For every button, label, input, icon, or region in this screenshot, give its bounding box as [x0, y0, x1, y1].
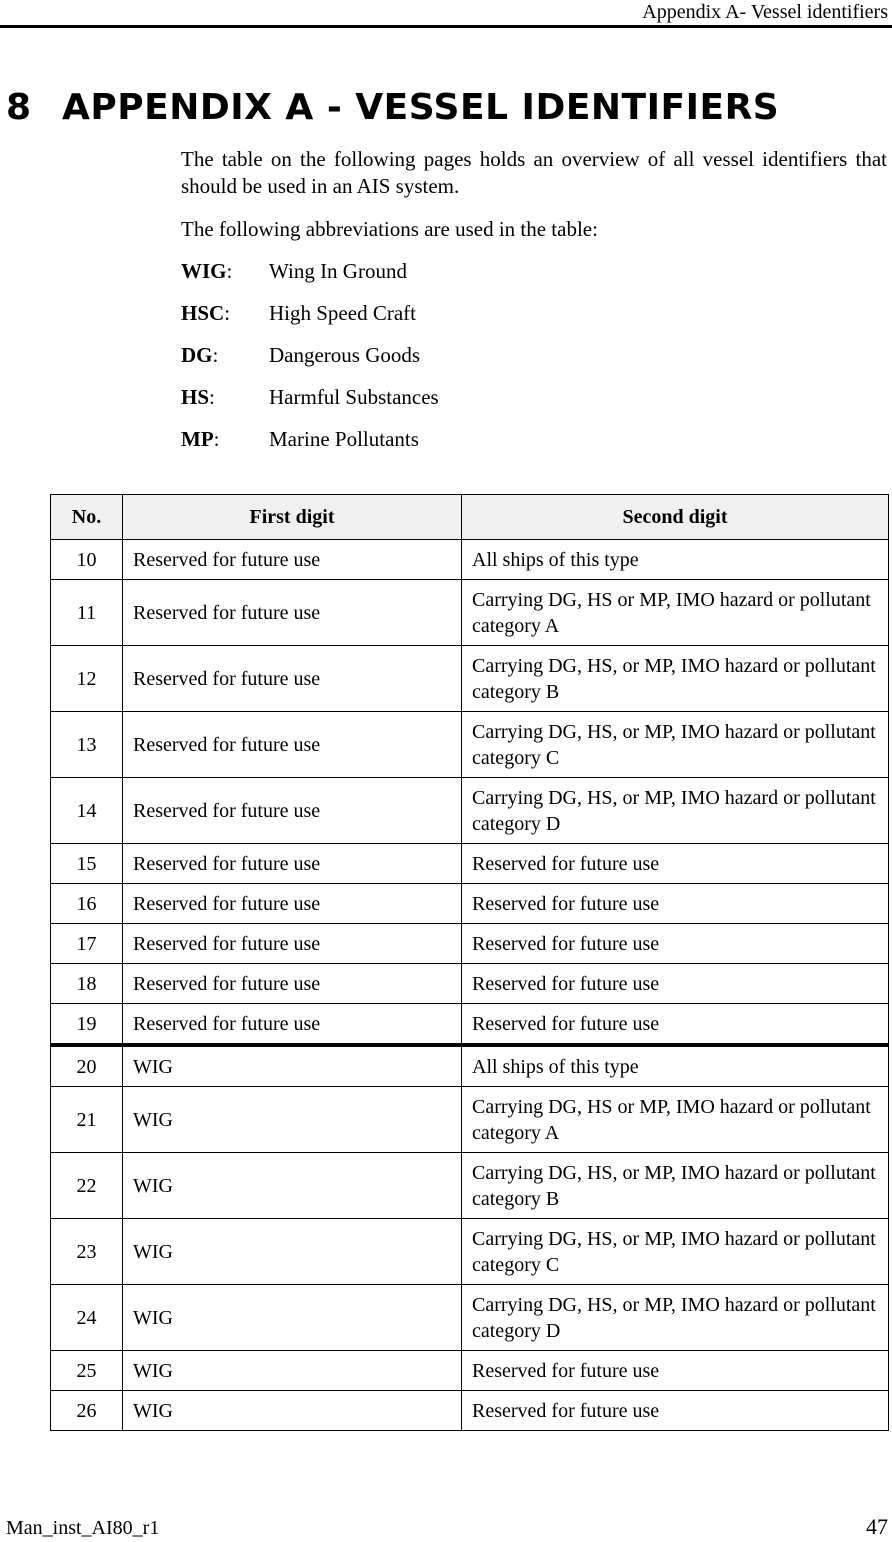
table-row	[51, 924, 889, 964]
cell-first-digit: WIG	[123, 1351, 462, 1391]
table-row	[51, 1045, 889, 1087]
abbreviation-key: HSC:	[181, 301, 231, 325]
cell-first-digit: WIG	[123, 1045, 462, 1087]
column-header-no: No.	[51, 495, 123, 540]
cell-second-digit: Carrying DG, HS, or MP, IMO hazard or pollutant category B	[462, 646, 889, 712]
vessel-identifier-table	[50, 494, 889, 1431]
cell-first-digit: WIG	[123, 1219, 462, 1285]
cell-second-digit: Reserved for future use	[462, 1391, 889, 1431]
cell-second-digit: Reserved for future use	[462, 1351, 889, 1391]
table-row	[51, 1087, 889, 1153]
cell-no: 13	[51, 712, 123, 778]
cell-no: 23	[51, 1219, 123, 1285]
cell-no: 18	[51, 964, 123, 1004]
cell-first-digit: Reserved for future use	[123, 540, 462, 580]
cell-second-digit: Carrying DG, HS, or MP, IMO hazard or pollutant category C	[462, 1219, 889, 1285]
header-rule	[0, 25, 892, 28]
cell-first-digit: Reserved for future use	[123, 1004, 462, 1046]
cell-no: 19	[51, 1004, 123, 1046]
abbreviation-meaning: Dangerous Goods	[269, 343, 421, 367]
cell-second-digit: Carrying DG, HS, or MP, IMO hazard or pollutant category C	[462, 712, 889, 778]
table-header-row	[51, 495, 889, 540]
table-row	[51, 1004, 889, 1046]
abbreviation-meaning: Marine Pollutants	[269, 427, 419, 451]
intro-paragraph: The table on the following pages holds an overview of all vessel identifiers that should be used in an AIS system.	[181, 147, 887, 198]
chapter-title	[6, 84, 779, 132]
cell-first-digit: Reserved for future use	[123, 884, 462, 924]
cell-first-digit: WIG	[123, 1087, 462, 1153]
abbreviation-meaning: Wing In Ground	[269, 259, 407, 283]
table-row	[51, 1219, 889, 1285]
cell-second-digit: Carrying DG, HS or MP, IMO hazard or pollutant category A	[462, 580, 889, 646]
abbreviation-key: MP:	[181, 427, 220, 451]
table-row	[51, 964, 889, 1004]
cell-no: 17	[51, 924, 123, 964]
table-row	[51, 844, 889, 884]
cell-second-digit: Reserved for future use	[462, 844, 889, 884]
cell-first-digit: Reserved for future use	[123, 778, 462, 844]
abbreviation-item	[181, 342, 439, 384]
cell-second-digit: Carrying DG, HS, or MP, IMO hazard or pollutant category D	[462, 1285, 889, 1351]
cell-second-digit: Reserved for future use	[462, 964, 889, 1004]
column-header-second-digit: Second digit	[462, 495, 889, 540]
table-row	[51, 1351, 889, 1391]
cell-first-digit: Reserved for future use	[123, 580, 462, 646]
cell-second-digit: Carrying DG, HS or MP, IMO hazard or pollutant category A	[462, 1087, 889, 1153]
table-row	[51, 778, 889, 844]
cell-no: 20	[51, 1045, 123, 1087]
abbreviation-item	[181, 426, 439, 468]
cell-first-digit: Reserved for future use	[123, 844, 462, 884]
abbreviation-list	[181, 258, 439, 468]
cell-first-digit: WIG	[123, 1391, 462, 1431]
abbreviation-item	[181, 384, 439, 426]
table-row	[51, 646, 889, 712]
abbreviation-meaning: Harmful Substances	[269, 385, 439, 409]
abbreviation-item	[181, 300, 439, 342]
table-row	[51, 540, 889, 580]
abbreviation-item	[181, 258, 439, 300]
document-id: Man_inst_AI80_r1	[6, 1517, 160, 1539]
cell-no: 15	[51, 844, 123, 884]
table-row	[51, 712, 889, 778]
table-row	[51, 884, 889, 924]
table-row	[51, 1285, 889, 1351]
cell-first-digit: Reserved for future use	[123, 712, 462, 778]
cell-second-digit: Carrying DG, HS, or MP, IMO hazard or pollutant category D	[462, 778, 889, 844]
abbreviation-key: WIG:	[181, 259, 233, 283]
chapter-number: 8	[6, 87, 32, 128]
cell-first-digit: Reserved for future use	[123, 924, 462, 964]
cell-no: 12	[51, 646, 123, 712]
abbreviation-meaning: High Speed Craft	[269, 301, 416, 325]
cell-second-digit: Reserved for future use	[462, 924, 889, 964]
table-row	[51, 580, 889, 646]
cell-second-digit: All ships of this type	[462, 1045, 889, 1087]
cell-first-digit: Reserved for future use	[123, 646, 462, 712]
abbreviation-key: HS:	[181, 385, 215, 409]
table-row	[51, 1391, 889, 1431]
cell-no: 26	[51, 1391, 123, 1431]
cell-second-digit: All ships of this type	[462, 540, 889, 580]
cell-no: 14	[51, 778, 123, 844]
cell-no: 25	[51, 1351, 123, 1391]
cell-no: 11	[51, 580, 123, 646]
column-header-first-digit: First digit	[123, 495, 462, 540]
cell-second-digit: Carrying DG, HS, or MP, IMO hazard or pollutant category B	[462, 1153, 889, 1219]
cell-no: 22	[51, 1153, 123, 1219]
cell-first-digit: WIG	[123, 1153, 462, 1219]
cell-first-digit: WIG	[123, 1285, 462, 1351]
page-number: 47	[866, 1514, 888, 1539]
running-header: Appendix A- Vessel identifiers	[642, 1, 888, 23]
cell-no: 21	[51, 1087, 123, 1153]
cell-no: 16	[51, 884, 123, 924]
abbreviations-intro: The following abbreviations are used in the table:	[181, 217, 598, 241]
cell-first-digit: Reserved for future use	[123, 964, 462, 1004]
cell-no: 10	[51, 540, 123, 580]
cell-second-digit: Reserved for future use	[462, 884, 889, 924]
cell-second-digit: Reserved for future use	[462, 1004, 889, 1046]
cell-no: 24	[51, 1285, 123, 1351]
table-row	[51, 1153, 889, 1219]
abbreviation-key: DG:	[181, 343, 219, 367]
chapter-title-text: APPENDIX A - VESSEL IDENTIFIERS	[62, 87, 780, 128]
